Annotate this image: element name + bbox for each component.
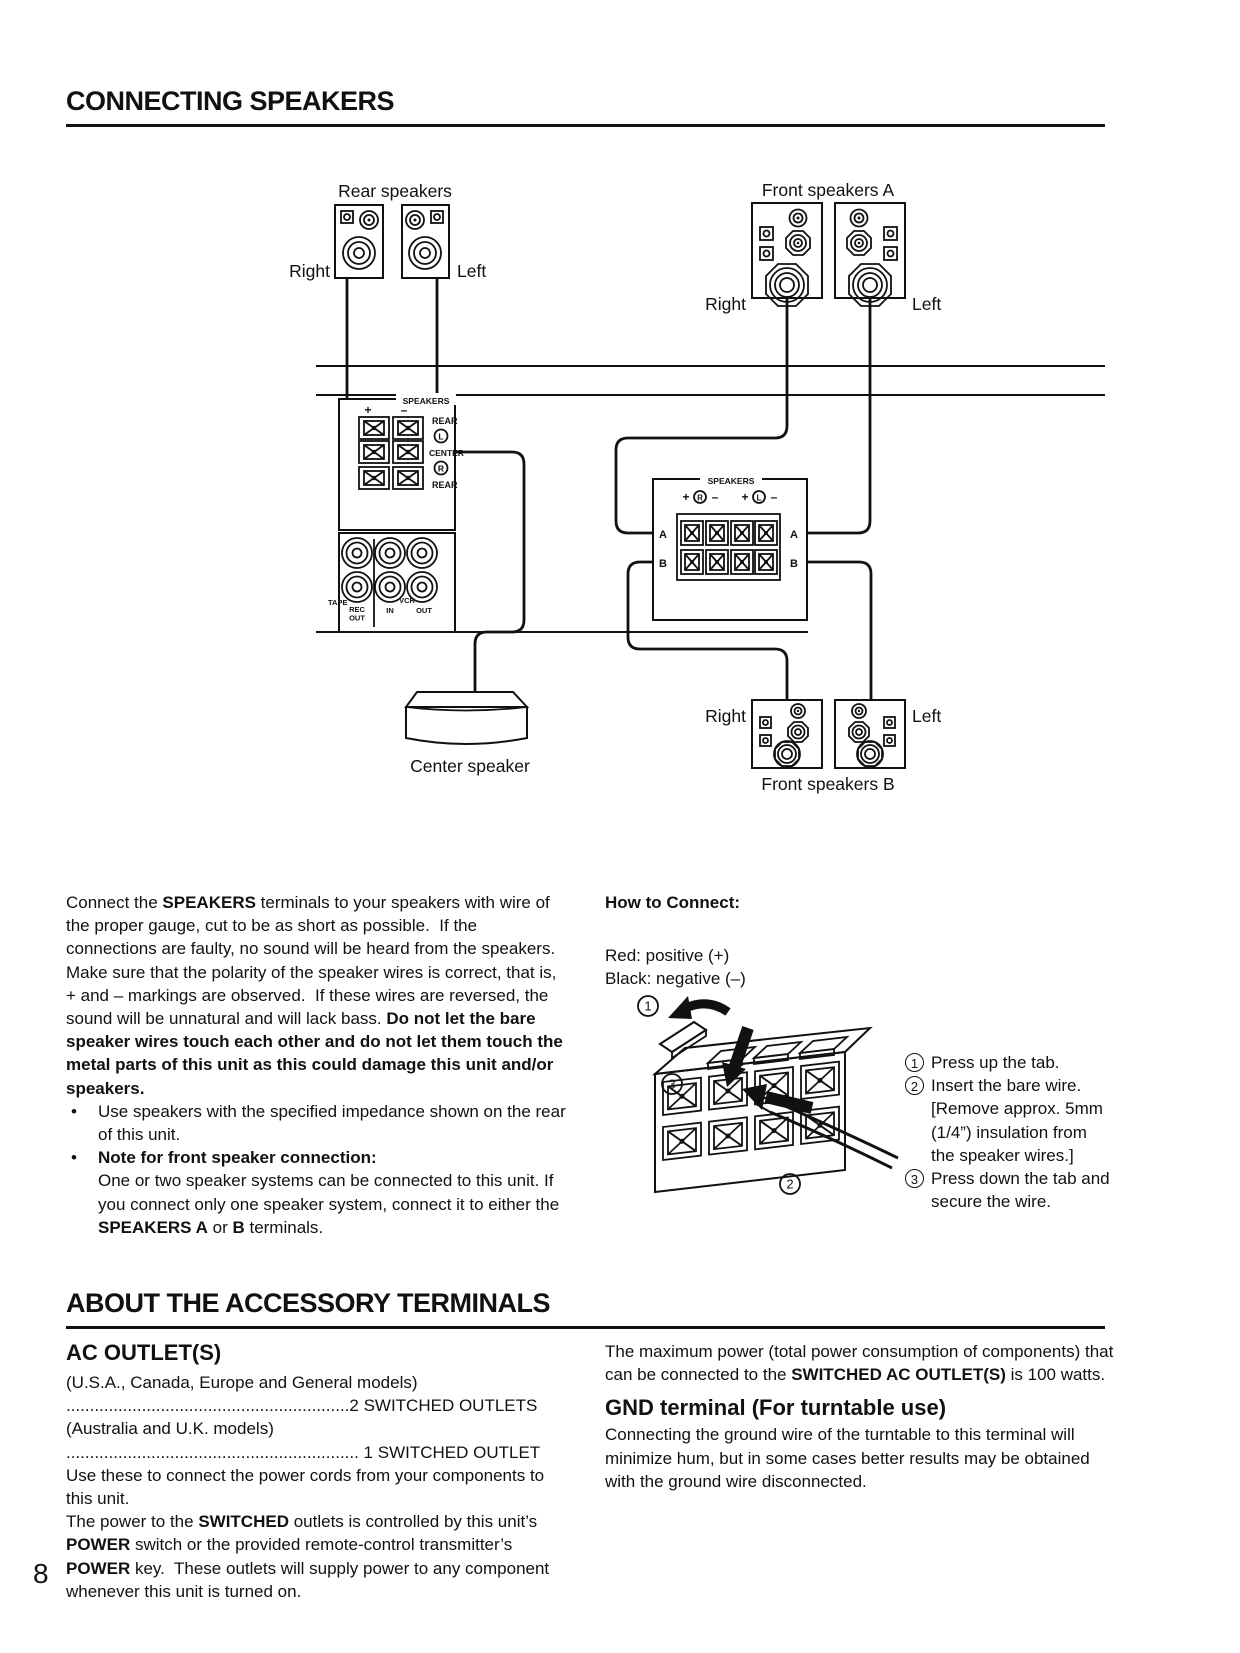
rear-left-label: Left <box>457 261 487 281</box>
bullet-icon: • <box>71 1101 77 1121</box>
block1-minus: – <box>400 403 408 417</box>
block2-plus-l: + <box>741 490 749 504</box>
step-number: 3 <box>905 1169 924 1188</box>
accessory-terminals-title: ABOUT THE ACCESSORY TERMINALS <box>66 1288 551 1318</box>
black-negative-line: Black: negative (–) <box>605 969 746 989</box>
gnd-heading: GND terminal (For turntable use) <box>605 1395 947 1421</box>
red-positive-line: Red: positive (+) <box>605 946 730 966</box>
front-b-speaker-right-art <box>752 700 822 768</box>
step-number: 1 <box>905 1053 924 1072</box>
ac-use-paragraph: Use these to connect the power cords from your components to this unit. <box>66 1465 549 1509</box>
rear-right-label: Right <box>289 261 330 281</box>
block2-plus-r: + <box>682 490 690 504</box>
tab-press-illustration <box>630 992 902 1207</box>
rca-vcr-label: VCR <box>399 596 415 605</box>
lifted-tab <box>660 1022 706 1058</box>
bullet-impedance: • Use speakers with the specified impedance shown on the rear of this unit. <box>66 1100 570 1146</box>
block2-l-circle: L <box>756 493 762 503</box>
front-a-speaker-right-art <box>752 203 822 306</box>
speaker-wire-art <box>756 1095 898 1168</box>
ac-models-2: (Australia and U.K. models) <box>66 1419 274 1439</box>
speakers-text-column <box>66 891 570 1239</box>
rca-jack-block <box>328 533 455 632</box>
gnd-paragraph: Connecting the ground wire of the turntable to this terminal will minimize hum, but in some cases better results may be obtained with the ground wire disconnected. <box>605 1425 1095 1491</box>
svg-text:2: 2 <box>786 1176 794 1192</box>
rear-center-terminal-block <box>339 393 464 530</box>
block2-a-right: A <box>790 529 798 541</box>
how-to-connect-heading: How to Connect: <box>605 893 741 912</box>
block2-r-circle: R <box>697 493 703 503</box>
front-a-speaker-left-art <box>835 203 905 306</box>
rear-speaker-right-art <box>335 205 383 278</box>
block2-a-left: A <box>659 529 667 541</box>
block1-l-circle: L <box>438 431 444 442</box>
step-2-marker <box>780 1174 800 1194</box>
front-b-speaker-left-art <box>835 700 905 768</box>
speakers-paragraph: Connect the SPEAKERS terminals to your speakers with wire of the proper gauge, cut to be as short as possible. If the connections are faulty, no sound will be heard from the speakers. Make sure that the polarity of the speaker wires is correct, that is, + and – markings are observed. If these wires are reversed, the sound will be unnatural and will lack bass. Do not let the bare speaker wires touch each other and do not let them touch the metal parts of this unit as this could damage this unit and/or speakers. <box>66 893 568 1098</box>
block2-minus-l: – <box>770 490 778 504</box>
step-1-marker <box>638 996 658 1016</box>
rca-in-label: IN <box>386 606 394 615</box>
block1-r-circle: R <box>437 463 445 474</box>
wire-front-b-left <box>859 562 871 700</box>
block2-minus-r: – <box>711 490 719 504</box>
ac-power-paragraph: The power to the SWITCHED outlets is controlled by this unit’s POWER switch or the provided remote-control transmitter’s POWER key. These outlets will supply power to any component whenever this unit is turned on. <box>66 1512 554 1601</box>
step-text: (1/4”) insulation from <box>931 1122 1087 1142</box>
speakers-bullets <box>66 1100 570 1239</box>
block1-rear-l-label: REAR <box>432 416 458 426</box>
gnd-column <box>605 1340 1117 1493</box>
front-b-right-label: Right <box>705 706 746 726</box>
step-number <box>905 1192 924 1211</box>
tab-press-canvas <box>630 992 902 1207</box>
step-text: the speaker wires.] <box>931 1145 1074 1165</box>
block1-center-label: CENTER <box>429 448 464 458</box>
page-number: 8 <box>33 1558 49 1589</box>
how-to-connect-column <box>605 891 1117 991</box>
center-speaker-label: Center speaker <box>410 756 530 776</box>
block2-title: SPEAKERS <box>707 476 755 486</box>
center-speaker-art <box>406 692 527 744</box>
connect-steps-list <box>905 1051 1165 1213</box>
ac-outlets-heading: AC OUTLET(S) <box>66 1340 222 1365</box>
front-a-label: Front speakers A <box>761 180 895 200</box>
step-3-marker <box>662 1074 682 1094</box>
step-row-2 <box>905 1074 1165 1097</box>
title-rule <box>66 124 1105 127</box>
step-text: [Remove approx. 5mm <box>931 1099 1103 1119</box>
front-b-label: Front speakers B <box>761 774 895 794</box>
block1-plus: + <box>364 403 372 417</box>
bullet-note-heading: Note for front speaker connection: <box>98 1148 377 1168</box>
step-row-2c <box>905 1121 1165 1144</box>
step-number <box>905 1099 924 1118</box>
svg-text:1: 1 <box>644 998 652 1014</box>
step-text: Press up the tab. <box>931 1053 1060 1072</box>
step-text: secure the wire. <box>931 1192 1051 1212</box>
ac-models-1: (U.S.A., Canada, Europe and General models) <box>66 1373 418 1392</box>
ac-dots-1: ............................................................2 SWITCHED OUTLETS <box>66 1396 538 1416</box>
block1-title: SPEAKERS <box>402 396 450 406</box>
step-number: 2 <box>905 1076 924 1095</box>
diagram-canvas <box>0 150 1240 810</box>
rear-speakers-label: Rear speakers <box>338 181 452 201</box>
bullet-front-speaker-note <box>66 1146 570 1239</box>
page-title: CONNECTING SPEAKERS <box>66 86 395 116</box>
step-row-3 <box>905 1167 1165 1190</box>
rca-out2-label: OUT <box>416 606 432 615</box>
ac-outlets-column <box>66 1340 572 1603</box>
illustration-terminals <box>663 1062 839 1160</box>
step-row-2b <box>905 1097 1165 1120</box>
max-power-paragraph: The maximum power (total power consumption of components) that can be connected to the SWITCHED AC OUTLET(S) is 100 watts. <box>605 1342 1119 1385</box>
svg-text:3: 3 <box>668 1076 676 1092</box>
ac-dots-2: .............................................................. 1 SWITCHED OUTLET <box>66 1442 541 1462</box>
bullet-icon: • <box>71 1148 77 1168</box>
block1-rear-r-label: REAR <box>432 480 458 490</box>
step-text: Insert the bare wire. <box>931 1076 1082 1096</box>
step-text: Press down the tab and <box>931 1169 1110 1189</box>
speakers-ab-terminal-block <box>653 473 807 620</box>
rca-rec-label: REC <box>349 605 365 614</box>
block2-b-left: B <box>659 558 667 570</box>
front-a-left-label: Left <box>912 294 942 314</box>
step-row-2d <box>905 1144 1165 1167</box>
press-down-arrow <box>722 1028 748 1087</box>
step-number <box>905 1123 924 1142</box>
front-a-right-label: Right <box>705 294 746 314</box>
front-b-left-label: Left <box>912 706 942 726</box>
rca-tape-label: TAPE <box>328 598 348 607</box>
step-number <box>905 1146 924 1165</box>
accessory-terminals-rule <box>66 1326 1105 1329</box>
bullet-note-body: One or two speaker systems can be connected to this unit. If you connect only one speaker system, connect it to either the SPEAKERS A or B terminals. <box>98 1171 564 1237</box>
step-row-3b <box>905 1190 1165 1213</box>
rear-speaker-left-art <box>402 205 449 278</box>
press-up-arrow <box>668 996 728 1019</box>
rca-out-label: OUT <box>349 613 365 623</box>
speaker-connection-diagram <box>0 150 1240 810</box>
block2-b-right: B <box>790 558 798 570</box>
step-row-1 <box>905 1051 1165 1074</box>
